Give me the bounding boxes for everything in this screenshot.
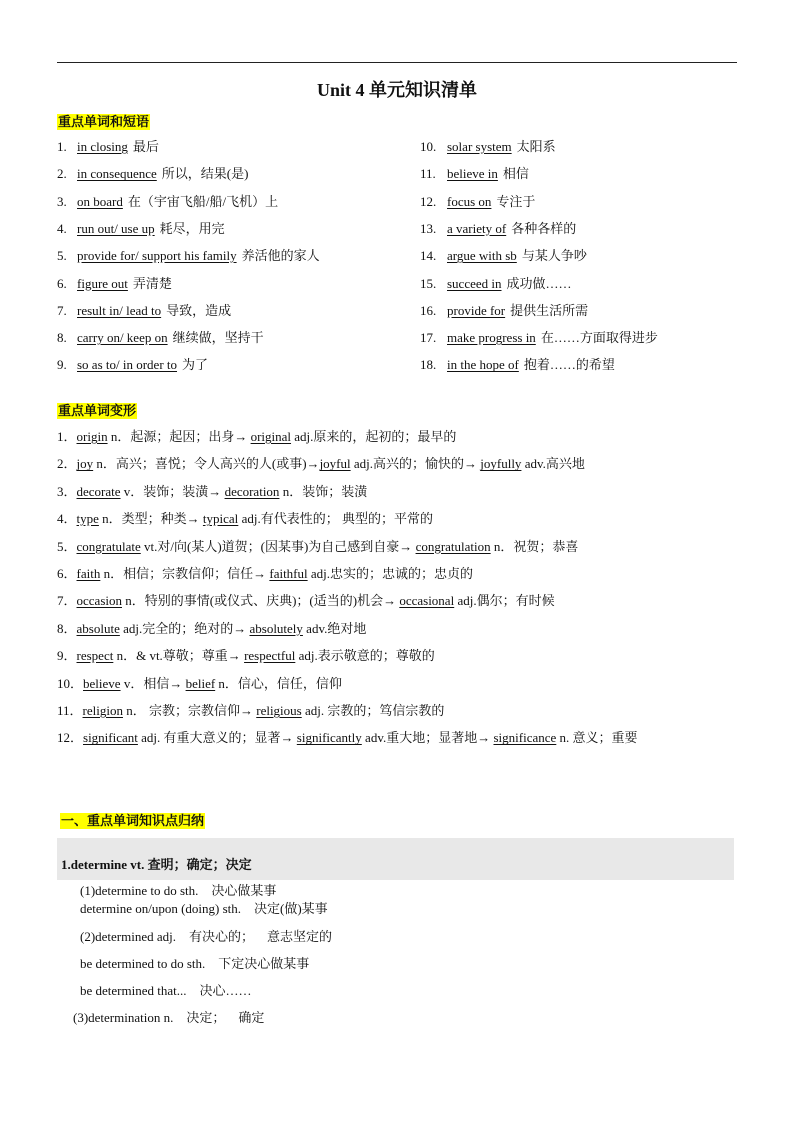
phrase-term: carry on/ keep on — [77, 330, 168, 346]
word-form-gloss: vt.对/向(某人)道贺；(因某事)为自己感到自豪→ — [140, 538, 416, 554]
word-form-item — [57, 511, 433, 527]
phrase-number: 11. — [420, 166, 436, 182]
phrase-item — [420, 303, 588, 319]
word-form-term: respectful — [244, 648, 296, 664]
phrase-term: run out/ use up — [77, 220, 155, 236]
word-form-gloss: adj.偶尔；有时候 — [454, 593, 555, 609]
phrase-number: 1. — [57, 139, 67, 154]
phrase-number: 15. — [420, 275, 437, 291]
phrase-meaning: 太阳系 — [516, 139, 556, 154]
word-form-gloss: adj.有代表性的； 典型的；平常的 — [238, 511, 433, 527]
phrase-meaning: 养活他的家人 — [241, 248, 320, 264]
word-form-term: type — [76, 511, 99, 527]
word-form-gloss: n. 意义；重要 — [556, 730, 638, 746]
phrase-meaning: 各种各样的 — [511, 220, 577, 236]
word-form-term: significantly — [296, 730, 362, 746]
word-form-term: absolute — [76, 620, 120, 636]
word-form-term: congratulation — [415, 538, 491, 554]
word-form-number: 4． — [57, 511, 77, 527]
phrase-number: 3. — [57, 193, 67, 209]
word-form-number: 2． — [57, 456, 77, 472]
word-form-term: believe — [83, 675, 121, 691]
phrase-item — [57, 357, 208, 373]
phrase-item — [420, 357, 615, 373]
phrase-meaning: 最后 — [132, 139, 159, 154]
phrase-item — [420, 139, 556, 155]
phrase-meaning: 提供生活所需 — [510, 302, 589, 318]
phrase-number: 18. — [420, 357, 437, 373]
word-form-term: significance — [493, 730, 557, 746]
word-form-item — [57, 429, 456, 445]
word-form-number: 8． — [57, 620, 77, 636]
phrase-term: make progress in — [447, 330, 536, 346]
phrase-number: 7. — [57, 302, 67, 318]
phrase-meaning: 耗尽，用完 — [159, 220, 225, 236]
word-form-gloss: adv.重大地；显著地→ — [361, 730, 494, 746]
phrase-meaning: 为了 — [182, 357, 209, 373]
entry-line: (2)determined adj. 有决心的； 意志坚定的 — [80, 929, 333, 944]
word-form-number: 11． — [57, 703, 83, 718]
word-form-term: occasion — [76, 593, 122, 609]
phrase-meaning: 弄清楚 — [132, 275, 172, 291]
phrase-item — [57, 166, 248, 182]
word-form-term: belief — [185, 675, 216, 691]
word-form-gloss: adv.绝对地 — [302, 620, 367, 636]
word-form-term: joy — [76, 456, 94, 472]
phrase-meaning: 在……方面取得进步 — [540, 330, 658, 346]
phrase-number: 13. — [420, 220, 437, 236]
word-form-term: religion — [82, 703, 123, 718]
word-form-gloss: adv.高兴地 — [521, 456, 585, 472]
phrase-number: 2. — [57, 166, 67, 182]
word-form-gloss: n．信心，信任，信仰 — [215, 675, 342, 691]
word-form-term: respect — [76, 648, 114, 664]
phrase-term: so as to/ in order to — [77, 357, 178, 373]
top-rule — [57, 62, 737, 63]
word-form-term: origin — [76, 429, 108, 444]
word-form-item — [57, 621, 366, 637]
word-form-gloss: n．祝贺；恭喜 — [490, 538, 579, 554]
section-heading-word-forms: 重点单词变形 — [58, 403, 137, 418]
word-form-gloss: adj.忠实的；忠诚的；忠贞的 — [307, 566, 474, 581]
phrase-term: a variety of — [447, 220, 507, 236]
phrase-item — [420, 221, 576, 237]
word-form-term: occasional — [399, 593, 455, 609]
word-form-gloss: v．装饰；装潢→ — [120, 483, 225, 499]
word-form-term: significant — [83, 730, 138, 746]
word-form-gloss: adj.高兴的；愉快的→ — [350, 456, 481, 472]
phrase-meaning: 在（宇宙飞船/船/飞机）上 — [127, 193, 279, 209]
phrase-term: provide for — [447, 302, 506, 318]
word-form-item — [57, 648, 435, 664]
phrase-number: 5. — [57, 248, 67, 264]
phrase-item — [420, 166, 529, 182]
word-form-number: 9． — [57, 648, 77, 664]
word-form-gloss: v．相信→ — [120, 675, 186, 691]
word-form-term: decorate — [76, 483, 121, 499]
word-form-gloss: adj.表示敬意的；尊敬的 — [295, 648, 435, 664]
phrase-term: in consequence — [77, 166, 157, 182]
word-form-term: faith — [76, 566, 101, 581]
phrase-term: in the hope of — [447, 357, 519, 373]
entry-line: determine on/upon (doing) sth. 决定(做)某事 — [80, 901, 328, 916]
entry-line: be determined to do sth. 下定决心做某事 — [80, 956, 310, 971]
entry-line: (1)determine to do sth. 决心做某事 — [80, 883, 277, 898]
word-form-gloss: n．& vt.尊敬；尊重→ — [113, 648, 245, 664]
word-form-gloss: n．装饰；装潢 — [279, 483, 368, 499]
phrase-meaning: 成功做…… — [506, 275, 572, 291]
word-form-number: 6． — [57, 566, 77, 581]
entry-line: be determined that... 决心…… — [80, 983, 252, 998]
word-form-gloss: adj.完全的；绝对的→ — [119, 620, 250, 636]
phrase-term: result in/ lead to — [77, 302, 162, 318]
word-form-number: 12． — [57, 730, 84, 746]
phrase-item — [420, 248, 587, 264]
phrase-number: 10. — [420, 139, 437, 154]
phrase-term: in closing — [77, 139, 128, 154]
phrase-item — [57, 303, 231, 319]
word-form-gloss: n． 宗教；宗教信仰→ — [122, 703, 257, 718]
word-form-gloss: adj. 宗教的；笃信宗教的 — [301, 703, 445, 718]
word-form-number: 7． — [57, 593, 77, 609]
phrase-item — [57, 248, 320, 264]
phrase-number: 9. — [57, 357, 67, 373]
phrase-item — [420, 194, 535, 210]
word-form-gloss: n．相信；宗教信仰；信任→ — [100, 566, 270, 581]
phrase-number: 12. — [420, 193, 437, 209]
word-form-gloss: n．高兴；喜悦；令人高兴的人(或事)→ — [93, 456, 320, 472]
word-form-term: religious — [256, 703, 302, 718]
word-form-gloss: adj. 有重大意义的；显著→ — [137, 730, 297, 746]
phrase-term: figure out — [77, 275, 128, 291]
phrase-term: focus on — [447, 193, 492, 209]
word-form-term: decoration — [224, 483, 280, 499]
phrase-item — [420, 330, 658, 346]
word-form-item — [57, 593, 555, 609]
phrase-item — [57, 194, 278, 210]
phrase-meaning: 导致，造成 — [166, 302, 232, 318]
phrase-item — [420, 276, 572, 292]
phrase-meaning: 相信 — [502, 166, 529, 182]
entry-title: 1.determine vt. 查明；确定；决定 — [61, 857, 252, 872]
word-form-term: original — [250, 429, 292, 444]
word-form-item — [57, 703, 444, 719]
word-form-term: congratulate — [76, 538, 141, 554]
word-form-term: joyfully — [480, 456, 522, 472]
section-heading-key-words: 一、重点单词知识点归纳 — [61, 813, 205, 828]
section-heading-words-phrases: 重点单词和短语 — [58, 114, 150, 129]
phrase-meaning: 专注于 — [496, 193, 536, 209]
phrase-term: succeed in — [447, 275, 502, 291]
phrase-item — [57, 221, 225, 237]
phrase-number: 14. — [420, 248, 437, 264]
phrase-term: believe in — [447, 166, 498, 182]
phrase-meaning: 与某人争吵 — [521, 248, 587, 264]
word-form-item — [57, 539, 578, 555]
phrase-term: on board — [77, 193, 123, 209]
phrase-number: 8. — [57, 330, 67, 346]
page-title: Unit 4 单元知识清单 — [316, 80, 477, 100]
word-form-item — [57, 484, 367, 500]
word-form-number: 1． — [57, 429, 77, 444]
phrase-term: argue with sb — [447, 248, 517, 264]
phrase-item — [57, 139, 159, 155]
phrase-number: 16. — [420, 302, 437, 318]
word-form-number: 3． — [57, 483, 77, 499]
word-form-gloss: adj.原来的，起初的；最早的 — [291, 429, 457, 444]
word-form-item — [57, 730, 638, 746]
word-form-item — [57, 566, 473, 582]
phrase-number: 4. — [57, 220, 67, 236]
word-form-gloss: n．类型；种类→ — [98, 511, 203, 527]
word-form-term: joyful — [319, 456, 351, 472]
phrase-meaning: 继续做，坚持干 — [172, 330, 264, 346]
phrase-number: 6. — [57, 275, 67, 291]
phrase-meaning: 所以，结果(是) — [161, 166, 249, 182]
word-form-gloss: n．特别的事情(或仪式、庆典)；(适当的)机会→ — [122, 593, 400, 609]
phrase-number: 17. — [420, 330, 437, 346]
word-form-gloss: n．起源；起因；出身→ — [107, 429, 251, 444]
word-form-number: 5． — [57, 538, 77, 554]
phrase-item — [57, 330, 264, 346]
word-form-number: 10． — [57, 675, 84, 691]
phrase-item — [57, 276, 172, 292]
phrase-term: solar system — [447, 139, 512, 154]
word-form-item — [57, 456, 585, 472]
phrase-term: provide for/ support his family — [77, 248, 237, 264]
word-form-item — [57, 676, 342, 692]
entry-title-bar — [57, 838, 734, 880]
word-form-term: absolutely — [249, 620, 303, 636]
entry-line: (3)determination n. 决定； 确定 — [73, 1010, 265, 1025]
word-form-term: typical — [202, 511, 239, 527]
word-form-term: faithful — [269, 566, 308, 581]
phrase-meaning: 抱着……的希望 — [523, 357, 615, 373]
